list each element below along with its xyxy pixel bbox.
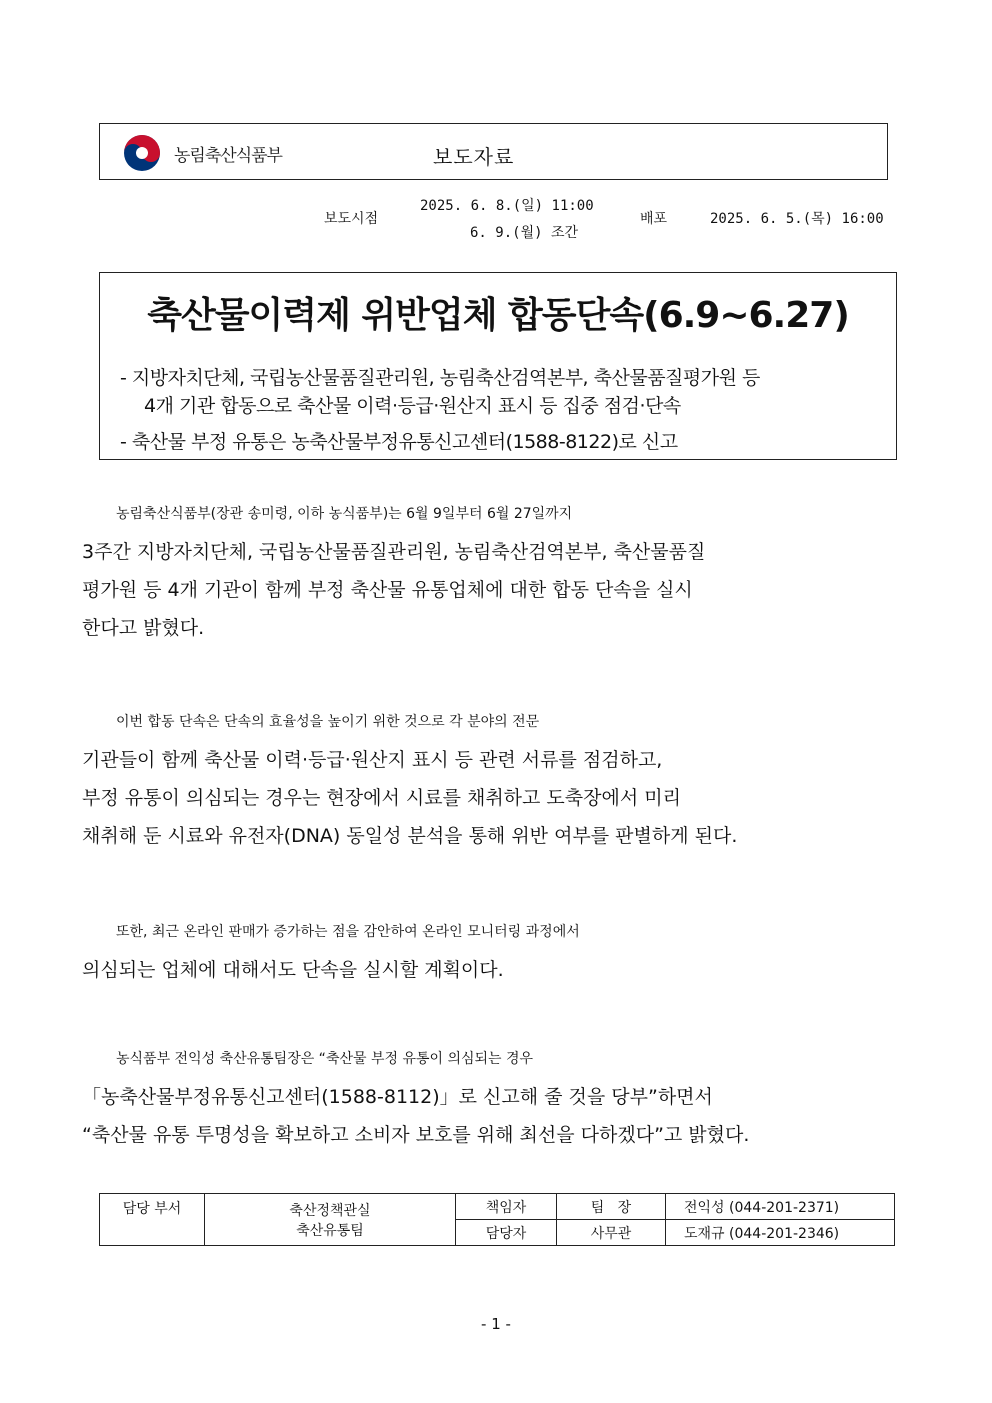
paragraph-line: 농림축산식품부(장관 송미령, 이하 농식품부)는 6월 9일부터 6월 27일까지 bbox=[116, 506, 573, 522]
paragraph-line: 평가원 등 4개 기관이 함께 부정 축산물 유통업체에 대한 합동 단속을 실시 bbox=[82, 579, 693, 601]
distribution-value: 2025. 6. 5.(목) 16:00 bbox=[710, 211, 884, 227]
paragraph-3 bbox=[82, 913, 894, 989]
taegeuk-emblem-icon bbox=[122, 133, 162, 173]
paragraph-2 bbox=[82, 703, 894, 855]
headline-box bbox=[99, 272, 897, 460]
page-number: - 1 - bbox=[481, 1315, 511, 1333]
paragraph-line: 또한, 최근 온라인 판매가 증가하는 점을 감안하여 온라인 모니터링 과정에서 bbox=[116, 924, 580, 940]
paragraph-line: 농식품부 전익성 축산유통팀장은 “축산물 부정 유통이 의심되는 경우 bbox=[116, 1051, 534, 1067]
paragraph-line: 기관들이 함께 축산물 이력·등급·원산지 표시 등 관련 서류를 점검하고, bbox=[82, 749, 663, 771]
paragraph-line: 의심되는 업체에 대해서도 단속을 실시할 계획이다. bbox=[82, 959, 504, 981]
paragraph-line: 「농축산물부정유통신고센터(1588-8112)」로 신고해 줄 것을 당부”하면서 bbox=[82, 1086, 713, 1108]
contact-table bbox=[99, 1193, 895, 1246]
person-cell: 전익성 (044-201-2371) bbox=[666, 1194, 895, 1220]
ministry-name: 농림축산식품부 bbox=[174, 146, 282, 166]
ministry-header bbox=[99, 123, 888, 180]
subheading-1-line2: 4개 기관 합동으로 축산물 이력·등급·원산지 표시 등 집중 점검·단속 bbox=[144, 395, 681, 417]
role-cell: 책임자 bbox=[456, 1194, 557, 1220]
headline-title: 축산물이력제 위반업체 합동단속(6.9~6.27) bbox=[147, 295, 849, 336]
paragraph-line: 채취해 둔 시료와 유전자(DNA) 동일성 분석을 통해 위반 여부를 판별하게 된다. bbox=[82, 825, 738, 847]
paragraph-line: 한다고 밝혔다. bbox=[82, 617, 205, 639]
doc-type: 보도자료 bbox=[433, 145, 515, 169]
paragraph-line: 이번 합동 단속은 단속의 효율성을 높이기 위한 것으로 각 분야의 전문 bbox=[116, 714, 540, 730]
role-cell: 담당자 bbox=[456, 1220, 557, 1246]
paragraph-1 bbox=[82, 495, 894, 647]
paragraph-line: 부정 유통이 의심되는 경우는 현장에서 시료를 채취하고 도축장에서 미리 bbox=[82, 787, 681, 809]
embargo-line2: 6. 9.(월) 조간 bbox=[470, 225, 579, 241]
paragraph-line: 3주간 지방자치단체, 국립농산물품질관리원, 농림축산검역본부, 축산물품질 bbox=[82, 541, 706, 563]
dept-name bbox=[205, 1194, 456, 1246]
dept-line1: 축산정책관실 bbox=[289, 1202, 371, 1219]
distribution-label: 배포 bbox=[640, 211, 668, 227]
dept-label: 담당 부서 bbox=[100, 1194, 205, 1246]
embargo-label: 보도시점 bbox=[324, 211, 379, 227]
title-cell: 사무관 bbox=[557, 1220, 666, 1246]
dept-line2: 축산유통팀 bbox=[296, 1222, 364, 1239]
subheading-2: - 축산물 부정 유통은 농축산물부정유통신고센터(1588-8122)로 신고 bbox=[120, 431, 678, 453]
subheading-1-line1: - 지방자치단체, 국립농산물품질관리원, 농림축산검역본부, 축산물품질평가원 등 bbox=[120, 367, 760, 389]
table-row bbox=[100, 1194, 895, 1220]
person-cell: 도재규 (044-201-2346) bbox=[666, 1220, 895, 1246]
paragraph-line: “축산물 유통 투명성을 확보하고 소비자 보호를 위해 최선을 다하겠다”고 밝혔다. bbox=[82, 1124, 750, 1146]
paragraph-4 bbox=[82, 1040, 894, 1154]
embargo-line1: 2025. 6. 8.(일) 11:00 bbox=[420, 198, 594, 214]
title-cell: 팀 장 bbox=[557, 1194, 666, 1220]
